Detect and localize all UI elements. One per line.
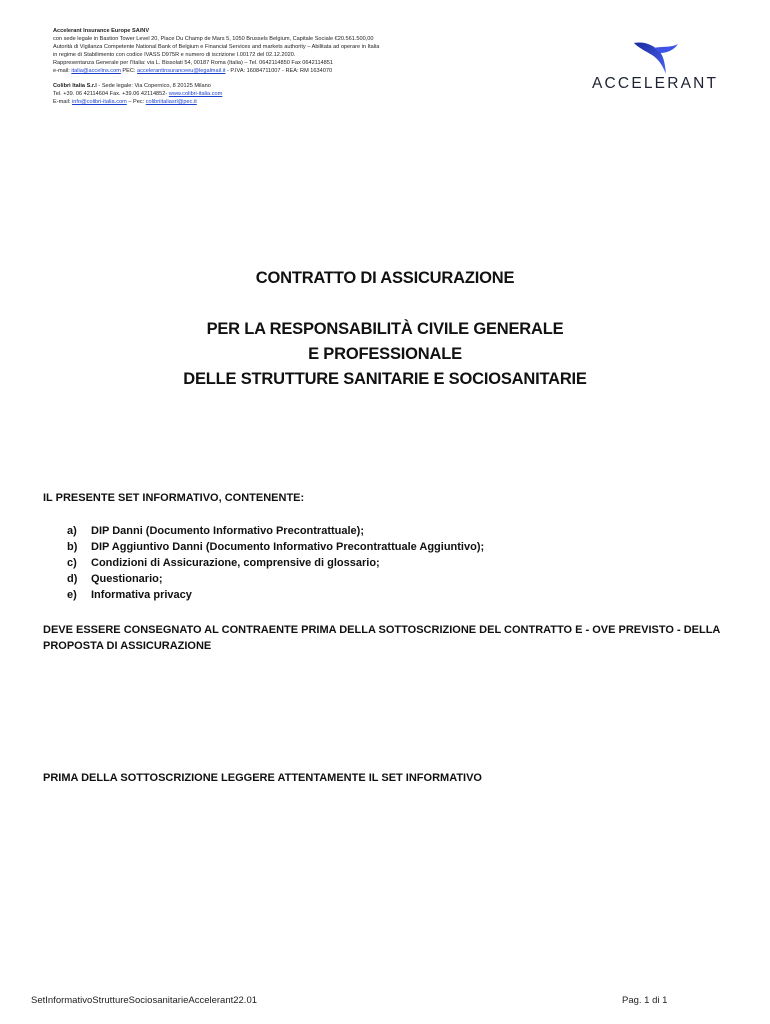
reading-note: PRIMA DELLA SOTTOSCRIZIONE LEGGERE ATTENTAMENTE IL SET INFORMATIVO (43, 772, 482, 784)
logo-wordmark: ACCELERANT (592, 75, 719, 92)
colibri-line (53, 82, 493, 90)
page-number: Pag. 1 di 1 (622, 995, 668, 1006)
colibri-pec-label: – Pec: (126, 98, 146, 105)
subtitle-line-1: PER LA RESPONSABILITÀ CIVILE GENERALE (206, 320, 564, 338)
colibri-email-line (53, 98, 493, 106)
accelerant-logo (592, 40, 726, 92)
list-letter: b) (67, 541, 78, 553)
set-intro: IL PRESENTE SET INFORMATIVO, CONTENENTE: (43, 492, 305, 504)
email-label: e-mail: (53, 68, 72, 75)
company-header (53, 27, 493, 106)
list-text: Informativa privacy (91, 589, 192, 601)
colibri-pec-link[interactable]: colibriitaliasrl@pec.it (145, 98, 197, 105)
list-text: DIP Aggiuntivo Danni (Documento Informativo Precontrattuale Aggiuntivo); (91, 541, 485, 553)
colibri-tel: Tel. +39. 06 42114604 Fax. +39.06 42114852- (53, 90, 169, 97)
list-letter: e) (67, 589, 77, 601)
list-letter: d) (67, 573, 78, 585)
document-code: SetInformativoStruttureSociosanitarieAccelerant22.01 (31, 995, 258, 1006)
document-subtitle (0, 317, 770, 392)
list-item (67, 571, 484, 587)
email-link[interactable]: italia@accelins.com (71, 68, 121, 75)
bird-logo-icon (632, 40, 680, 76)
colibri-contacts (53, 90, 493, 98)
delivery-note: DEVE ESSERE CONSEGNATO AL CONTRAENTE PRIMA DELLA SOTTOSCRIZIONE DEL CONTRATTO E - OVE PREVISTO - DELLA PROPOSTA DI ASSICURAZIONE (43, 624, 720, 652)
list-item (67, 555, 484, 571)
supervisory-authority: Autorità di Vigilanza Competente National Bank of Belgium e Financial Services and markets authority – Abilitata ad operare in Italia (53, 44, 380, 51)
colibri-address: - Sede legale: Via Copernico, 8 20125 Milano (96, 82, 211, 89)
ivass-registration: in regime di Stabilimento con codice IVASS D975R e numero di iscrizione I.00172 del 02.12.2020. (53, 52, 296, 59)
list-letter: a) (67, 525, 77, 537)
colibri-email-label: E-mail: (53, 98, 72, 105)
vat-rea: - P.IVA: 16084711007 - REA: RM 1634070 (225, 68, 333, 75)
colibri-email-link[interactable]: info@colibri-italia.com (71, 98, 127, 105)
contents-list (67, 523, 484, 603)
list-text: Questionario; (91, 573, 163, 585)
list-item (67, 539, 484, 555)
italian-representation: Rappresentanza Generale per l'Italia: via L. Bissolati 54, 00187 Roma (Italia) – Tel. 0642114850 Fax 0642114851 (53, 60, 334, 67)
colibri-name: Colibrì Italia S.r.l (53, 82, 97, 89)
subtitle-line-3: DELLE STRUTTURE SANITARIE E SOCIOSANITARIE (183, 370, 587, 388)
subtitle-line-2: E PROFESSIONALE (308, 345, 462, 363)
company-address: con sede legale in Bastion Tower Level 20, Place Du Champ de Mars 5, 1050 Brussels Belgium, Capitale Sociale €20.561.500,00 (53, 36, 374, 43)
document-title: CONTRATTO DI ASSICURAZIONE (255, 269, 515, 287)
list-item (67, 587, 484, 603)
list-text: Condizioni di Assicurazione, comprensive di glossario; (91, 557, 380, 569)
pec-link[interactable]: accelerantinsuranceeu@legalmail.it (137, 68, 226, 75)
list-letter: c) (67, 557, 77, 569)
company-name: Accelerant Insurance Europe SA/NV (53, 28, 150, 34)
list-item (67, 523, 484, 539)
colibri-web-link[interactable]: www.colibri-italia.com (168, 90, 223, 97)
list-text: DIP Danni (Documento Informativo Precontrattuale); (91, 525, 364, 537)
contact-line (53, 67, 493, 75)
pec-label: PEC: (120, 68, 138, 75)
